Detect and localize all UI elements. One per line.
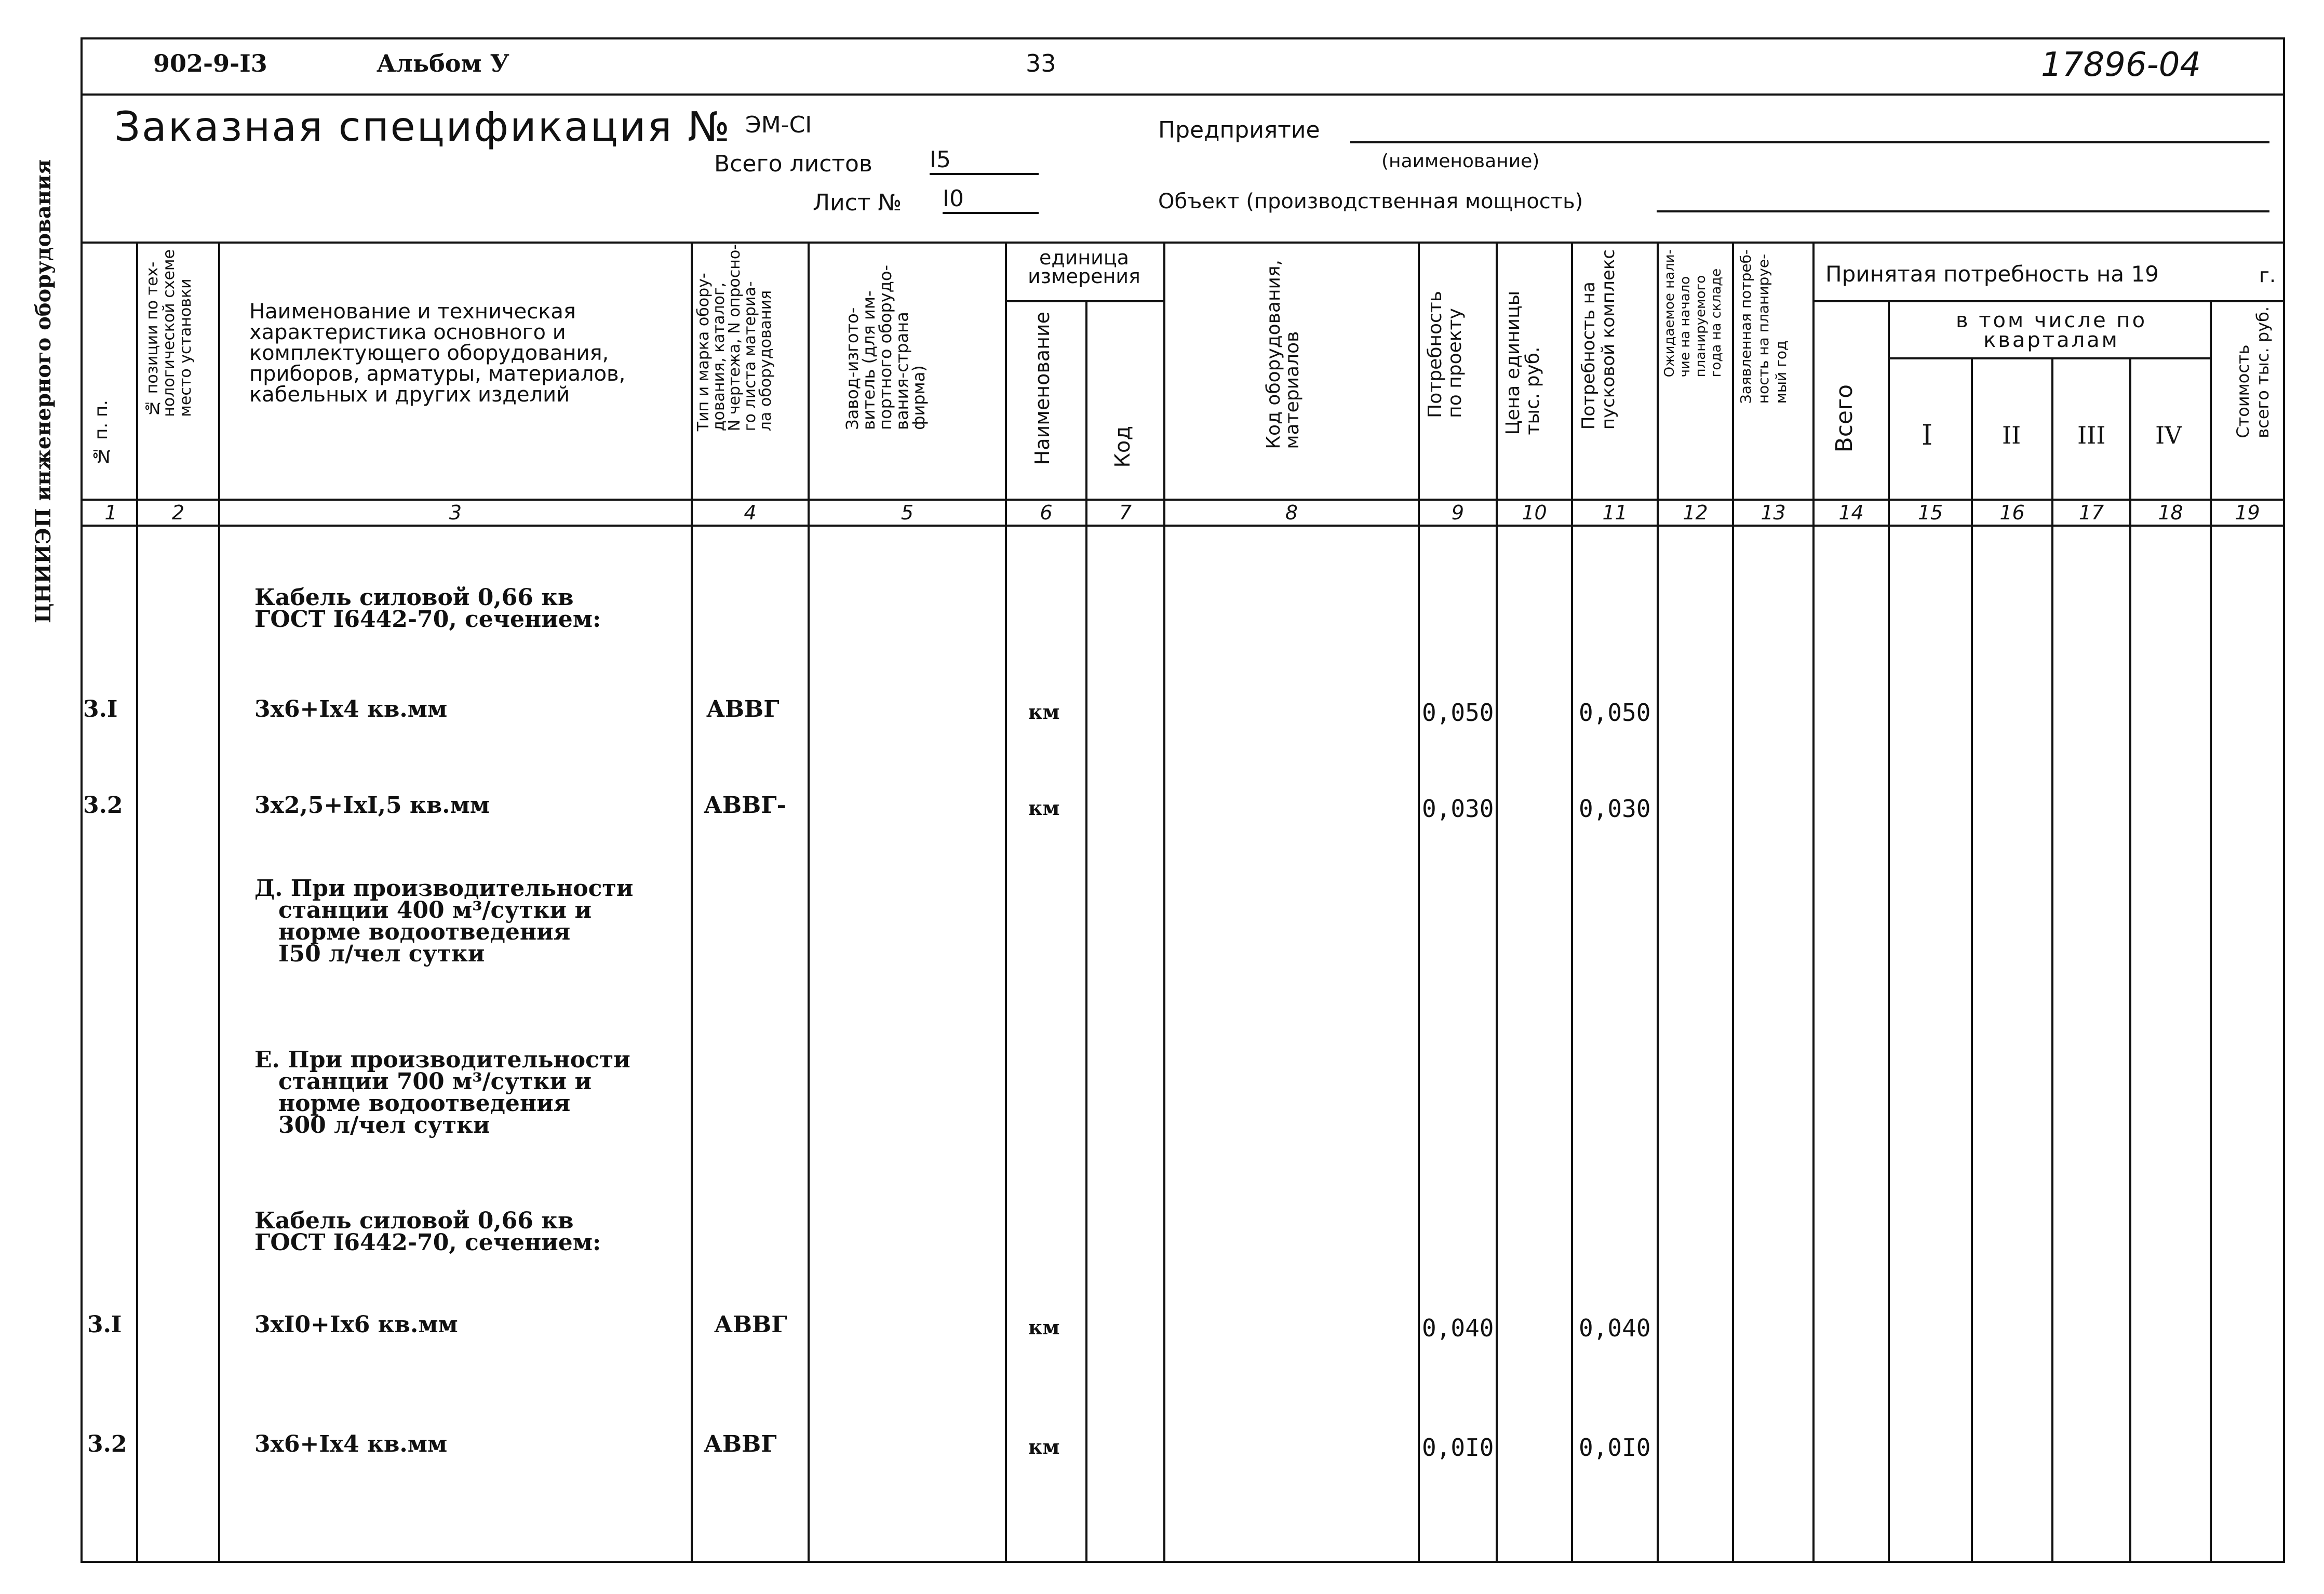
col-line-1 xyxy=(136,242,138,1561)
header-q1: I xyxy=(1922,419,1933,451)
col-line-10 xyxy=(1571,242,1573,1561)
section-heading: Кабель силовой 0,66 кв ГОСТ I6442-70, сечением: xyxy=(254,1208,601,1256)
col-number: 8 xyxy=(1285,501,1298,524)
row-type: АВВГ xyxy=(714,1311,787,1338)
header-accepted: Принятая потребность на 19 xyxy=(1825,261,2159,287)
row-need: 0,040 xyxy=(1422,1314,1494,1342)
col-number: 12 xyxy=(1683,501,1708,524)
unit-divider xyxy=(1005,300,1163,302)
header-c10: Цена единицы тыс. руб. xyxy=(1502,291,1543,435)
topbar-divider xyxy=(80,93,2285,96)
total-sheets-value: I5 xyxy=(930,146,1039,175)
row-start: 0,0I0 xyxy=(1579,1434,1651,1462)
row-unit: км xyxy=(1028,1316,1060,1339)
header-c3: Наименование и техническая характеристика основного и комплектующего оборудования, приборов, арматуры, материалов, кабельных и других изделий xyxy=(249,300,626,407)
object-label: Объект (производственная мощность) xyxy=(1158,190,1583,213)
header-c4: Тип и марка обору- дования, каталог, N чертежа, N опросно- го листа материа- ла оборудования xyxy=(694,244,775,432)
col-line-13 xyxy=(1812,242,1815,1561)
col-line-3 xyxy=(691,242,693,1561)
col-line-5 xyxy=(1005,242,1007,1561)
page-number: 33 xyxy=(1026,49,1056,77)
col-number: 6 xyxy=(1040,501,1053,524)
quarters-divider xyxy=(1888,357,2210,359)
row-start: 0,040 xyxy=(1579,1314,1651,1342)
col-line-18 xyxy=(2210,301,2212,1561)
row-type: АВВГ xyxy=(706,696,780,722)
col-number: 3 xyxy=(449,501,462,524)
row-number: 3.I xyxy=(87,1311,122,1338)
frame-right xyxy=(2283,37,2285,1563)
col-number: 15 xyxy=(1917,501,1943,524)
row-need: 0,0I0 xyxy=(1422,1434,1494,1462)
header-accepted-suffix: г. xyxy=(2259,264,2276,287)
header-c11: Потребность на пусковой комплекс xyxy=(1578,249,1619,430)
col-line-11 xyxy=(1657,242,1659,1561)
col-line-12 xyxy=(1732,242,1734,1561)
col-line-15 xyxy=(1971,358,1973,1561)
header-c6: Наименование xyxy=(1031,312,1054,465)
col-number: 13 xyxy=(1761,501,1786,524)
header-c8: Код оборудования, материалов xyxy=(1263,260,1303,449)
enterprise-line xyxy=(1350,141,2269,143)
row-need: 0,050 xyxy=(1422,699,1494,727)
col-line-6 xyxy=(1085,301,1087,1561)
col-number: 7 xyxy=(1119,501,1132,524)
header-c14: Всего xyxy=(1831,384,1858,453)
col-number: 9 xyxy=(1451,501,1465,524)
col-line-17 xyxy=(2129,358,2131,1561)
col-line-9 xyxy=(1496,242,1498,1561)
col-number: 16 xyxy=(1999,501,2025,524)
sheet-value: I0 xyxy=(943,185,1039,214)
col-number: 14 xyxy=(1838,501,1864,524)
total-sheets-label: Всего листов xyxy=(714,151,872,177)
header-unit: единица измерения xyxy=(1028,246,1140,288)
header-c2: № позиции по тех- нологической схеме место установки xyxy=(143,249,195,417)
col-number: 4 xyxy=(744,501,757,524)
section-heading: Е. При производительности станции 700 м³/сутки и норме водоотведения 300 л/чел сутки xyxy=(254,1047,630,1138)
header-c1: № п. п. xyxy=(91,400,112,466)
col-number: 10 xyxy=(1522,501,1547,524)
col-line-7 xyxy=(1163,242,1165,1561)
enterprise-label: Предприятие xyxy=(1158,117,1320,143)
table-top xyxy=(80,242,2285,244)
row-name: 3х2,5+IхI,5 кв.мм xyxy=(254,792,490,819)
col-line-16 xyxy=(2051,358,2053,1561)
frame-bottom xyxy=(80,1561,2285,1563)
header-c9: Потребность по проекту xyxy=(1425,291,1466,418)
col-number: 18 xyxy=(2158,501,2183,524)
col-line-8 xyxy=(1418,242,1420,1561)
side-label: ЦНИИЭП инженерного оборудования xyxy=(31,159,56,623)
header-c7: Код xyxy=(1111,426,1135,468)
col-number: 5 xyxy=(901,501,914,524)
row-name: 3хI0+Iх6 кв.мм xyxy=(254,1311,458,1338)
header-bottom xyxy=(80,499,2285,501)
header-q4: IV xyxy=(2155,421,2182,449)
row-name: 3х6+Iх4 кв.мм xyxy=(254,1431,448,1457)
row-number: 3.2 xyxy=(87,1431,127,1457)
row-name: 3х6+Iх4 кв.мм xyxy=(254,696,448,722)
album-label: Альбом У xyxy=(377,49,509,77)
header-c12: Ожидаемое нали- чие на начало планируемого года на складе xyxy=(1662,249,1724,378)
row-type: АВВГ- xyxy=(704,792,786,819)
colnum-bottom xyxy=(80,525,2285,527)
section-heading: Кабель силовой 0,66 кв ГОСТ I6442-70, сечением: xyxy=(254,584,601,633)
col-line-4 xyxy=(808,242,810,1561)
row-unit: км xyxy=(1028,796,1060,820)
spec-title: Заказная спецификация № xyxy=(114,104,732,151)
sheet-label: Лист № xyxy=(813,190,902,216)
col-number: 2 xyxy=(171,501,185,524)
header-c13: Заявленная потреб- ность на планируе- мый год xyxy=(1737,249,1790,404)
header-c5: Завод-изгото- витель (для им- портного оборудо- вания-страна фирма) xyxy=(842,265,929,430)
document-code: 17896-04 xyxy=(2041,46,2201,84)
header-q3: III xyxy=(2077,421,2106,449)
col-number: 17 xyxy=(2078,501,2104,524)
object-line xyxy=(1657,210,2269,212)
frame-left xyxy=(80,37,83,1563)
header-quarters: в том числе по кварталам xyxy=(1955,309,2147,352)
row-start: 0,050 xyxy=(1579,699,1651,727)
col-number: 11 xyxy=(1602,501,1628,524)
col-line-2 xyxy=(218,242,220,1561)
row-number: 3.2 xyxy=(83,792,123,819)
row-unit: км xyxy=(1028,1435,1060,1458)
accepted-divider xyxy=(1812,300,2285,302)
frame-top xyxy=(80,37,2285,39)
row-type: АВВГ xyxy=(704,1431,777,1457)
header-q2: II xyxy=(2002,421,2021,449)
row-start: 0,030 xyxy=(1579,795,1651,823)
col-number: 19 xyxy=(2235,501,2260,524)
spec-number: ЭМ-CI xyxy=(745,112,812,138)
row-number: 3.I xyxy=(83,696,118,722)
header-c19: Стоимость всего тыс. руб. xyxy=(2233,306,2273,438)
row-unit: км xyxy=(1028,700,1060,724)
col-number: 1 xyxy=(104,501,117,524)
enterprise-sub: (наименование) xyxy=(1381,151,1540,172)
series-number: 902-9-I3 xyxy=(153,49,267,77)
section-heading: Д. При производительности станции 400 м³/сутки и норме водоотведения I50 л/чел сутки xyxy=(254,875,634,967)
col-line-14 xyxy=(1888,301,1890,1561)
row-need: 0,030 xyxy=(1422,795,1494,823)
